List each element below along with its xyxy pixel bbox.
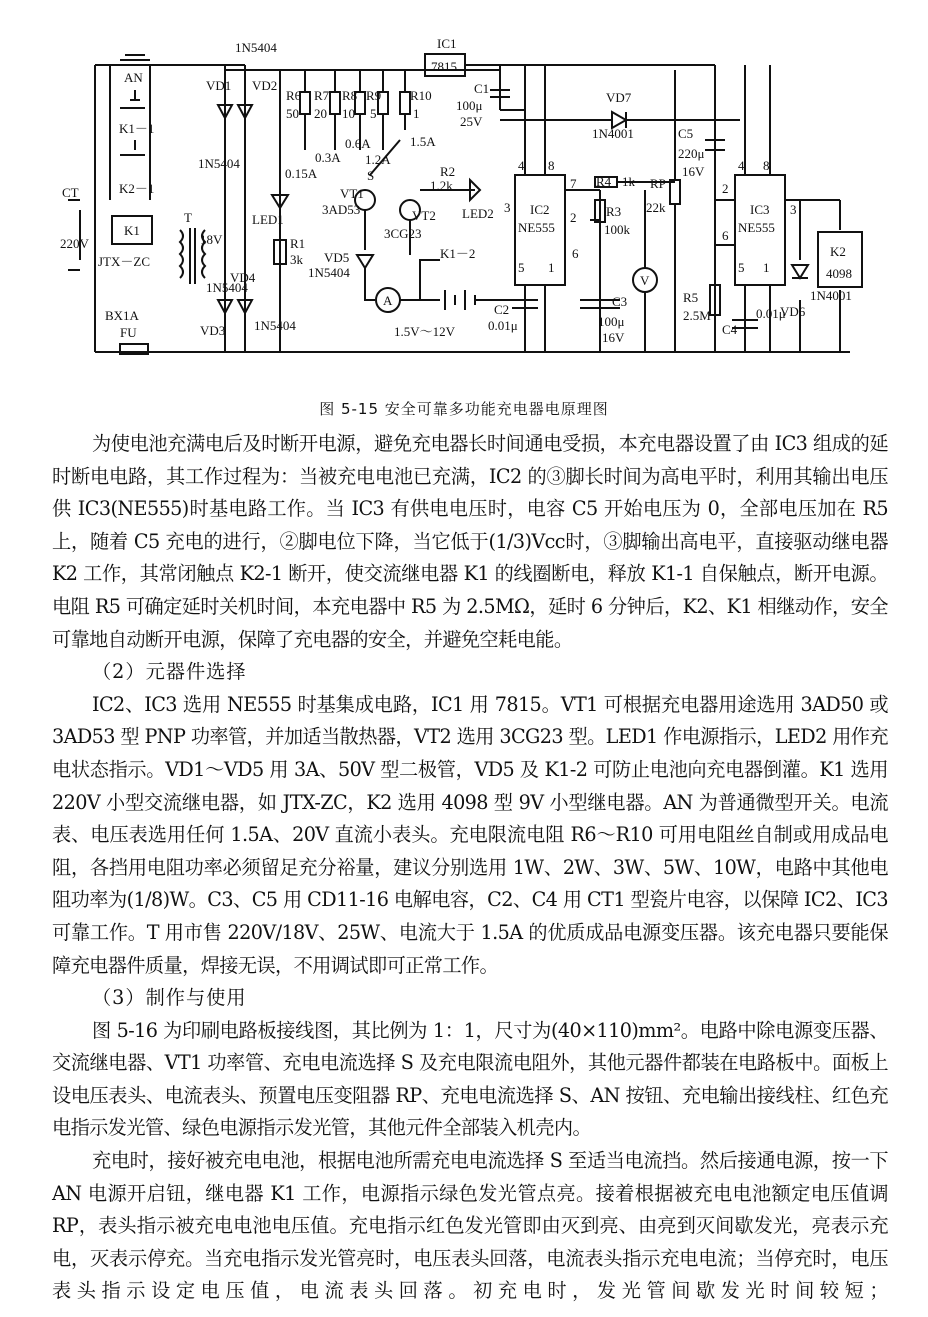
- label-r1: R1: [290, 236, 306, 251]
- circuit-schematic: [0, 0, 928, 395]
- label-ic3-pin3: 3: [790, 202, 797, 217]
- label-ct: CT: [62, 185, 79, 200]
- label-led2: LED2: [462, 206, 494, 221]
- label-ic2-pin3: 3: [504, 200, 511, 215]
- section-heading-component-selection: （2）元器件选择: [92, 660, 247, 684]
- label-r4: R4: [596, 174, 612, 189]
- label-r8: R8: [342, 88, 358, 103]
- article-body: [52, 428, 888, 1308]
- label-ic2-pin5: 5: [518, 260, 525, 275]
- label-ic3-pin5: 5: [738, 260, 745, 275]
- label-vd6: VD6: [780, 304, 806, 319]
- label-ic2-pin8: 8: [548, 158, 555, 173]
- label-18v: 18V: [200, 232, 223, 247]
- label-r6-value: 50: [286, 106, 299, 121]
- label-vd1: VD1: [206, 78, 232, 93]
- label-led1: LED1: [252, 212, 284, 227]
- label-r2-value: 1.2k: [430, 178, 453, 193]
- paragraph-delay-circuit: 为使电池充满电后及时断开电源，避免充电器长时间通电受损，本充电器设置了由 IC3 组成的延时断电电路，其工作过程为：当被充电电池已充满，IC2 的③脚长时间为高电平时，利用其输出电压供 IC3(NE555)时基电路工作。当 IC3 有供电电压时，电容 C5 开始电压为 0，全部电压加在 R5 上，随着 C5 充电的进行，②脚电位下降，当它低于(1/3)Vcc时，③脚输出高电平，直接驱动继电器 K2 工作，其常闭触点 K2-1 断开，使交流继电器 K1 的线圈断电，释放 K1-1 自保触点，断开电源。电阻 R5 可确定延时关机时间，本充电器中 R5 为 2.5MΩ，延时 6 分钟后，K2、K1 相继动作，安全可靠地自动断开电源，保障了充电器的安全，并避免空耗电能。: [52, 432, 888, 651]
- label-ic2-pin7: 7: [570, 176, 577, 191]
- label-r4-value: 1k: [622, 174, 635, 189]
- label-k1-1: K1－1: [119, 121, 155, 136]
- label-c3-value: 100μ: [598, 314, 625, 329]
- label-r7-value: 20: [314, 106, 327, 121]
- label-k1-2: K1－2: [440, 246, 476, 261]
- label-c1-value: 100μ: [456, 98, 483, 113]
- label-220v: 220V: [60, 236, 89, 251]
- label-ic3-pin1: 1: [763, 260, 770, 275]
- label-r3: R3: [606, 204, 622, 219]
- label-i15: 1.5A: [410, 134, 436, 149]
- label-ic2: IC2: [530, 202, 550, 217]
- label-ic3: IC3: [750, 202, 770, 217]
- label-i12: 1.2A: [365, 152, 391, 167]
- label-c5-value: 220μ: [678, 146, 705, 161]
- label-c5-voltage: 16V: [682, 164, 705, 179]
- label-r9: R9: [366, 88, 382, 103]
- label-r9-value: 5: [370, 106, 377, 121]
- label-vd7: VD7: [606, 90, 632, 105]
- label-ic1: IC1: [437, 36, 457, 51]
- label-battery: 1.5V～12V: [394, 324, 456, 339]
- label-c4: C4: [722, 322, 738, 337]
- label-k2-model: 4098: [826, 266, 852, 281]
- label-vt1: VT1: [340, 186, 364, 201]
- label-r5-value: 2.5M: [683, 308, 711, 323]
- label-vd5-model: 1N5404: [308, 265, 350, 280]
- label-c3: C3: [612, 294, 628, 309]
- label-1n5404-d: 1N5404: [254, 318, 296, 333]
- label-jtx: JTX－ZC: [98, 254, 151, 269]
- label-ic2-pin2: 2: [570, 210, 577, 225]
- label-r7: R7: [314, 88, 330, 103]
- label-ic2-pin4: 4: [518, 158, 525, 173]
- label-vt2: VT2: [412, 208, 436, 223]
- label-i03: 0.3A: [315, 150, 341, 165]
- label-voltmeter: V: [640, 273, 650, 288]
- label-r8-value: 10: [342, 106, 355, 121]
- label-vt1-model: 3AD53: [322, 202, 361, 217]
- paragraph-charging: 充电时，接好被充电电池，根据电池所需充电电流选择 S 至适当电流挡。然后接通电源，按一下 AN 电源开启钮，继电器 K1 工作，电源指示绿色发光管点亮。接着根据被充电电池额定电压值调 RP，表头指示被充电电池电压值。充电指示红色发光管即由灭到亮、由亮到灭间歇发光，亮表示充电，灭表示停充。当充电指示发光管亮时，电压表头回落，电流表头指示充电电流；当停充时，电压表头指示设定电压值，电流表头回落。初充电时，发光管间歇发光时间较短；: [52, 1149, 888, 1303]
- label-rp: RP: [650, 176, 666, 191]
- section-heading-making-and-use: （3）制作与使用: [92, 986, 247, 1010]
- label-s: S: [367, 168, 375, 183]
- label-k2: K2: [830, 244, 846, 259]
- label-vd2: VD2: [252, 78, 278, 93]
- label-ic3-pin2: 2: [722, 181, 729, 196]
- label-vd5: VD5: [324, 250, 350, 265]
- label-i015: 0.15A: [285, 166, 318, 181]
- label-r6: R6: [286, 88, 302, 103]
- label-c2-value: 0.01μ: [488, 318, 518, 333]
- label-c1: C1: [474, 81, 490, 96]
- label-c2: C2: [494, 302, 510, 317]
- label-ic3-pin6: 6: [722, 228, 729, 243]
- label-t: T: [184, 210, 192, 225]
- label-vd6-model: 1N4001: [810, 288, 852, 303]
- label-r2: R2: [440, 164, 456, 179]
- label-ic2-model: NE555: [518, 220, 555, 235]
- label-ic2-pin6: 6: [572, 246, 579, 261]
- label-ic3-model: NE555: [738, 220, 775, 235]
- label-ic1-value: 7815: [431, 59, 457, 74]
- label-1n5404-b: 1N5404: [198, 156, 240, 171]
- label-ic3-pin8: 8: [763, 158, 770, 173]
- label-an: AN: [124, 70, 143, 85]
- label-rp-value: 22k: [646, 200, 666, 215]
- label-k1: K1: [124, 223, 140, 238]
- label-c1-voltage: 25V: [460, 114, 483, 129]
- label-vd7-model: 1N4001: [592, 126, 634, 141]
- label-fu: FU: [120, 325, 137, 340]
- label-ic2-pin1: 1: [548, 260, 555, 275]
- paragraph-pcb: 图 5-16 为印刷电路板接线图，其比例为 1：1，尺寸为(40×110)mm²。电路中除电源变压器、交流继电器、VT1 功率管、充电电流选择 S 及充电限流电阻外，其他元器件都装在电路板中。面板上设电压表头、电流表头、预置电压变阻器 RP、充电电流选择 S、AN 按钮、充电输出接线柱、红色充电指示发光管、绿色电源指示发光管，其他元件全部装入机壳内。: [52, 1018, 888, 1140]
- label-c5: C5: [678, 126, 694, 141]
- label-k2-1: K2－1: [119, 181, 155, 196]
- paragraph-component-selection: IC2、IC3 选用 NE555 时基集成电路，IC1 用 7815。VT1 可根据充电器用途选用 3AD50 或 3AD53 型 PNP 功率管，并加适当散热器，VT2 选用 3CG23 型。LED1 作电源指示，LED2 用作充电状态指示。VD1～VD5 用 3A、50V 型二极管，VD5 及 K1-2 可防止电池向充电器倒灌。K1 选用 220V 小型交流继电器，如 JTX-ZC，K2 选用 4098 型 9V 小型继电器。AN 为普通微型开关。电流表、电压表选用任何 1.5A、20V 直流小表头。充电限流电阻 R6～R10 可用电阻丝自制或用成品电阻，各挡用电阻功率必须留足充分裕量，建议分别选用 1W、2W、3W、5W、10W，电路中其他电阻功率为(1/8)W。C3、C5 用 CD11-16 电解电容，C2、C4 用 CT1 型瓷片电容，以保障 IC2、IC3 可靠工作。T 用市售 220V/18V、25W、电流大于 1.5A 的优质成品电源变压器。该充电器只要能保障充电器件质量，焊接无误，不用调试即可正常工作。: [52, 692, 888, 977]
- label-ic3-pin4: 4: [738, 158, 745, 173]
- label-ammeter: A: [383, 293, 393, 308]
- label-r3-value: 100k: [604, 222, 630, 237]
- label-1n5404-a: 1N5404: [235, 40, 277, 55]
- label-1n5404-c: 1N5404: [206, 280, 248, 295]
- label-vd3: VD3: [200, 323, 226, 338]
- label-r10: R10: [410, 88, 432, 103]
- label-bx: BX1A: [105, 308, 139, 323]
- figure-caption: 图 5-15 安全可靠多功能充电器电原理图: [319, 400, 609, 418]
- label-r1-value: 3k: [290, 252, 303, 267]
- label-vd4: VD4: [230, 270, 256, 285]
- label-c3-voltage: 16V: [602, 330, 625, 345]
- label-r10-value: 1: [413, 106, 420, 121]
- label-r5: R5: [683, 290, 699, 305]
- label-i06: 0.6A: [345, 136, 371, 151]
- label-vt2-model: 3CG23: [384, 226, 422, 241]
- label-c4-value: 0.01μ: [756, 306, 786, 321]
